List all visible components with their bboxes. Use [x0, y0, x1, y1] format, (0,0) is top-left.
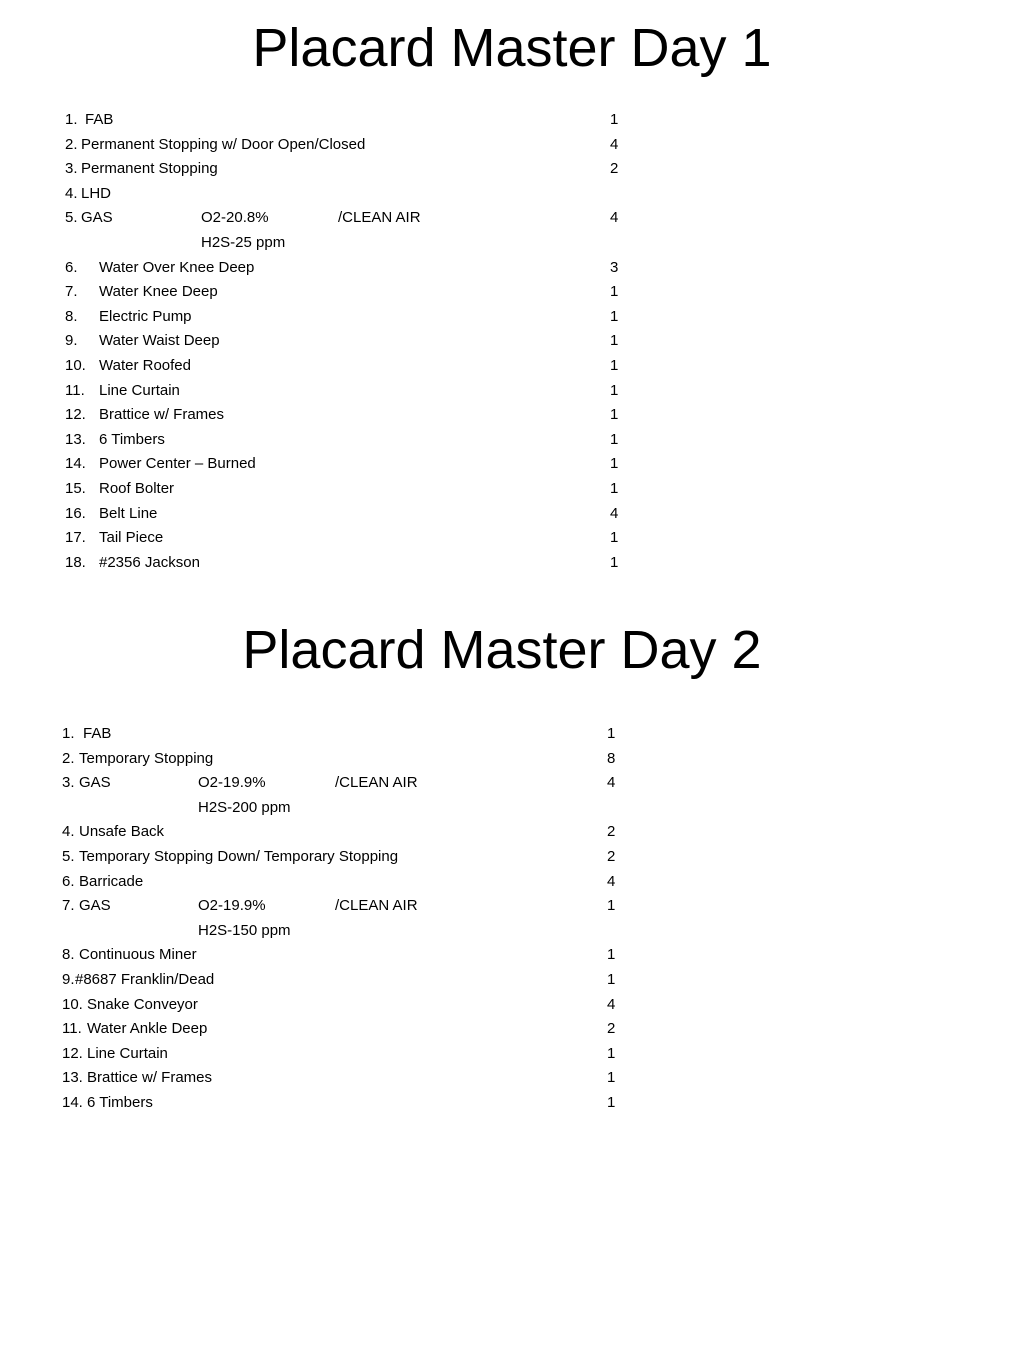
item-number: 3.	[65, 160, 78, 178]
item-count: 1	[610, 430, 619, 448]
gas-reading: O2-19.9%	[198, 774, 266, 792]
item-number: 5.	[65, 209, 78, 227]
item-count: 1	[610, 529, 619, 547]
list-item	[65, 477, 645, 502]
item-number: 16.	[65, 504, 86, 522]
item-label: Permanent Stopping	[81, 160, 218, 178]
item-label: Water Ankle Deep	[87, 1020, 208, 1038]
item-count: 1	[610, 455, 619, 473]
item-count: 1	[607, 1044, 616, 1062]
air-status: /CLEAN AIR	[335, 897, 418, 915]
item-number: 1.	[62, 725, 75, 742]
item-number: 13.	[62, 1069, 83, 1087]
item-label: LHD	[81, 184, 112, 202]
item-label: Barricade	[79, 872, 144, 890]
item-count: 4	[607, 774, 616, 792]
list-item	[62, 796, 642, 821]
item-count: 1	[607, 1069, 616, 1087]
item-number: 13.	[65, 430, 86, 448]
list-item	[62, 771, 642, 796]
item-label: Roof Bolter	[99, 479, 175, 497]
item-count: 4	[610, 135, 619, 153]
item-number: 6.	[65, 258, 78, 276]
list-item	[62, 845, 642, 870]
item-number: 10.	[65, 356, 86, 374]
item-number: 15.	[65, 479, 86, 497]
item-number: 4.	[62, 823, 75, 841]
item-number: 2.	[62, 749, 75, 767]
item-count: 1	[607, 1093, 616, 1111]
list-item	[65, 256, 645, 281]
list-item	[62, 722, 642, 747]
gas-reading: H2S-25 ppm	[201, 233, 286, 251]
list-item	[62, 820, 642, 845]
list-item	[62, 919, 642, 944]
item-number: 7.	[62, 897, 75, 915]
item-number: 11.	[62, 1020, 82, 1038]
item-count: 1	[607, 970, 616, 988]
item-label: GAS	[79, 897, 111, 915]
item-count: 1	[610, 283, 619, 301]
item-label: FAB	[85, 111, 114, 128]
item-label: #2356 Jackson	[99, 553, 200, 571]
list-item	[62, 943, 642, 968]
item-count: 1	[610, 479, 619, 497]
item-count: 1	[607, 897, 616, 915]
item-number: 5.	[62, 847, 75, 865]
item-label: Belt Line	[99, 504, 158, 522]
item-count: 2	[607, 823, 616, 841]
item-label: Continuous Miner	[79, 946, 197, 964]
item-label: Line Curtain	[87, 1044, 168, 1062]
list-item	[65, 354, 645, 379]
item-number: 4.	[65, 184, 78, 202]
list-item	[65, 452, 645, 477]
list-item	[62, 1042, 642, 1067]
list-item	[65, 428, 645, 453]
item-label: GAS	[81, 209, 113, 227]
list-item	[65, 329, 645, 354]
item-label: Electric Pump	[99, 307, 192, 325]
list-item	[65, 551, 645, 576]
item-number: 2.	[65, 135, 78, 153]
item-number: 9.	[65, 332, 78, 350]
item-count: 2	[607, 847, 616, 865]
item-number: 12.	[62, 1044, 83, 1062]
item-label: Brattice w/ Frames	[87, 1069, 213, 1087]
list-item	[65, 403, 645, 428]
item-number: 1.	[65, 111, 78, 128]
item-number: 12.	[65, 406, 86, 424]
list-item	[65, 133, 645, 158]
item-count: 8	[607, 749, 616, 767]
day2-title: Placard Master Day 2	[242, 620, 762, 680]
item-count: 2	[610, 160, 619, 178]
item-number: 14.	[62, 1093, 83, 1111]
day2-placard-list	[62, 722, 642, 1116]
item-label: Temporary Stopping Down/ Temporary Stopping	[79, 847, 399, 865]
item-number: 8.	[62, 946, 75, 964]
item-label: FAB	[83, 725, 112, 742]
gas-reading: O2-19.9%	[198, 897, 266, 915]
item-label: Line Curtain	[99, 381, 180, 399]
list-item	[65, 526, 645, 551]
item-count: 1	[607, 946, 616, 964]
item-count: 1	[610, 381, 619, 399]
day1-placard-list	[65, 108, 645, 575]
item-count: 1	[610, 111, 619, 128]
item-number: 14.	[65, 455, 86, 473]
air-status: /CLEAN AIR	[335, 774, 418, 792]
item-count: 4	[610, 209, 619, 227]
item-number: 18.	[65, 553, 86, 571]
item-count: 1	[610, 406, 619, 424]
item-count: 1	[610, 332, 619, 350]
item-count: 3	[610, 258, 619, 276]
item-number: 11.	[65, 381, 85, 399]
list-item	[65, 157, 645, 182]
list-item	[65, 379, 645, 404]
list-item	[62, 1017, 642, 1042]
item-label: Water Over Knee Deep	[99, 258, 255, 276]
list-item	[65, 502, 645, 527]
item-number: 8.	[65, 307, 78, 325]
gas-reading: H2S-150 ppm	[198, 921, 291, 939]
list-item	[65, 231, 645, 256]
item-label: Permanent Stopping w/ Door Open/Closed	[81, 135, 366, 153]
item-count: 1	[607, 725, 616, 742]
day1-title: Placard Master Day 1	[252, 18, 772, 78]
item-label: 6 Timbers	[99, 430, 165, 448]
item-number: 9.	[62, 970, 75, 988]
item-number: 6.	[62, 872, 75, 890]
gas-reading: O2-20.8%	[201, 209, 269, 227]
item-number: 10.	[62, 995, 83, 1013]
item-count: 4	[610, 504, 619, 522]
item-label: Temporary Stopping	[79, 749, 214, 767]
item-label: Water Waist Deep	[99, 332, 220, 350]
list-item	[65, 206, 645, 231]
list-item	[65, 182, 645, 207]
item-number: 7.	[65, 283, 78, 301]
item-label: Tail Piece	[99, 529, 164, 547]
item-count: 1	[610, 553, 619, 571]
list-item	[65, 305, 645, 330]
item-count: 2	[607, 1020, 616, 1038]
item-label: GAS	[79, 774, 111, 792]
air-status: /CLEAN AIR	[338, 209, 421, 227]
list-item	[62, 968, 642, 993]
list-item	[62, 1091, 642, 1116]
item-count: 4	[607, 872, 616, 890]
item-count: 1	[610, 356, 619, 374]
list-item	[62, 993, 642, 1018]
item-label: #8687 Franklin/Dead	[75, 970, 215, 988]
list-item	[65, 108, 645, 133]
gas-reading: H2S-200 ppm	[198, 798, 291, 816]
item-label: Power Center – Burned	[99, 455, 256, 473]
list-item	[65, 280, 645, 305]
item-label: Brattice w/ Frames	[99, 406, 225, 424]
item-number: 17.	[65, 529, 86, 547]
item-label: Water Roofed	[99, 356, 191, 374]
item-label: 6 Timbers	[87, 1093, 153, 1111]
item-label: Snake Conveyor	[87, 995, 198, 1013]
item-count: 4	[607, 995, 616, 1013]
list-item	[62, 747, 642, 772]
item-label: Unsafe Back	[79, 823, 165, 841]
list-item	[62, 894, 642, 919]
list-item	[62, 1066, 642, 1091]
item-label: Water Knee Deep	[99, 283, 218, 301]
item-count: 1	[610, 307, 619, 325]
list-item	[62, 870, 642, 895]
item-number: 3.	[62, 774, 75, 792]
